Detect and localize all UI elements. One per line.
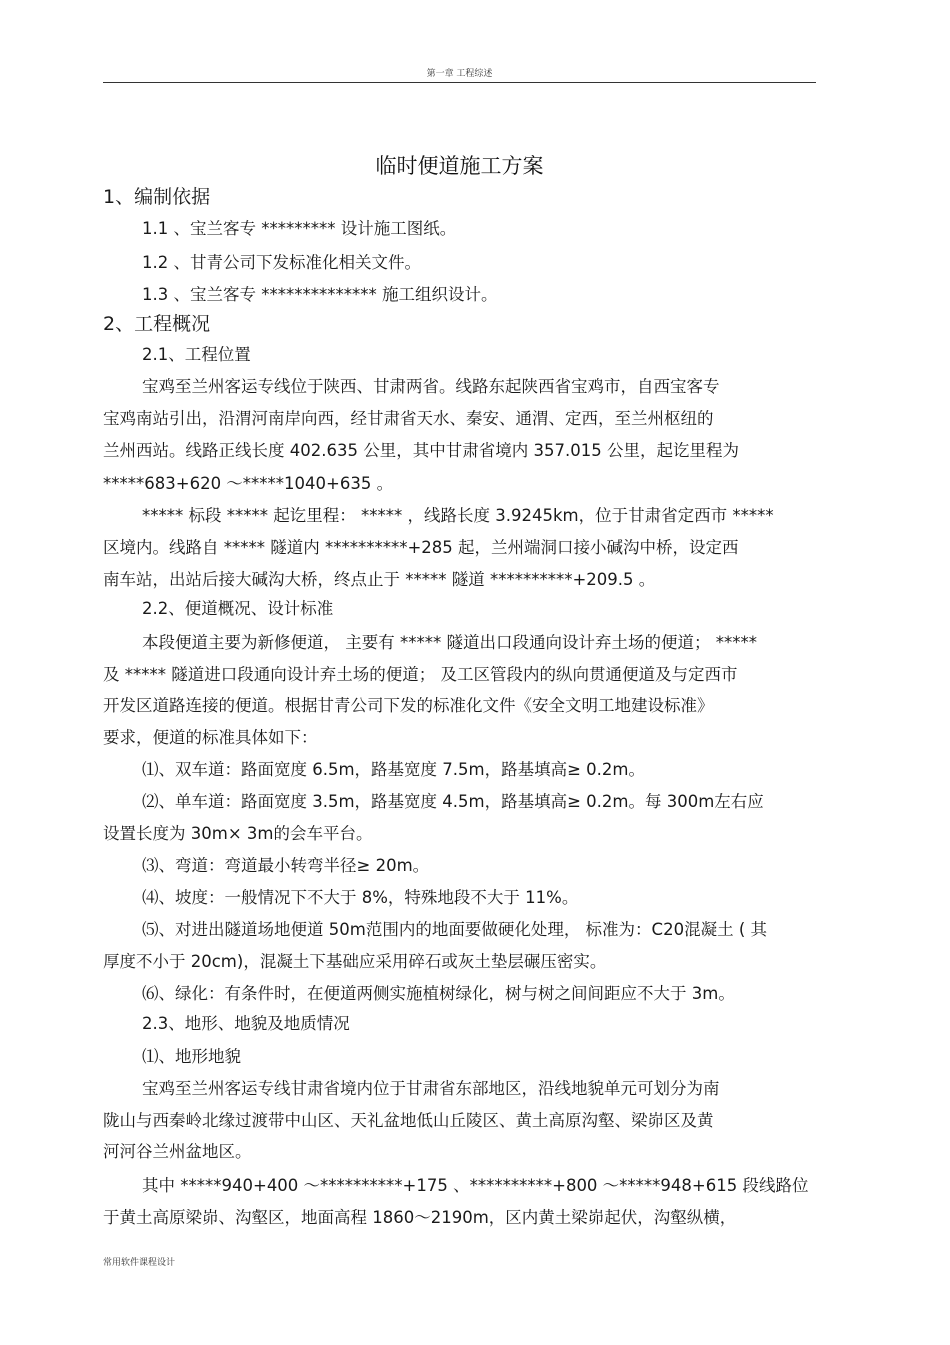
paragraph-line: 宝鸡至兰州客运专线甘肃省境内位于甘肃省东部地区，沿线地貌单元可划分为南 (142, 1079, 720, 1098)
list-item: ⑵、单车道：路面宽度 3.5m，路基宽度 4.5m，路基填高≥ 0.2m。每 300m左右应 (142, 792, 764, 811)
paragraph-line: 河河谷兰州盆地区。 (103, 1142, 252, 1161)
paragraph-line: 设置长度为 30m× 3m的会车平台。 (103, 824, 373, 843)
paragraph-line: 南车站，出站后接大碱沟大桥，终点止于 ***** 隧道 **********+209.5 。 (103, 570, 656, 589)
paragraph-line: ***** 标段 ***** 起讫里程： ***** ，线路长度 3.9245km，位于甘肃省定西市 ***** (142, 506, 774, 525)
list-item: ⑴、地形地貌 (142, 1047, 241, 1066)
subsection-heading: 2.3、地形、地貌及地质情况 (142, 1014, 350, 1033)
page-footer: 常用软件课程设计 (103, 1258, 176, 1268)
paragraph-line: 要求，便道的标准具体如下： (103, 728, 318, 747)
paragraph-line: 宝鸡至兰州客运专线位于陕西、甘肃两省。线路东起陕西省宝鸡市，自西宝客专 (142, 377, 720, 396)
paragraph-line: 于黄土高原梁峁、沟壑区，地面高程 1860～2190m，区内黄土梁峁起伏，沟壑纵横， (103, 1208, 737, 1227)
section-heading-1: 1、编制依据 (103, 186, 211, 208)
paragraph-line: *****683+620 ～*****1040+635 。 (103, 474, 394, 493)
paragraph-line: 1.2 、甘青公司下发标准化相关文件。 (142, 253, 421, 272)
subsection-heading: 2.1、工程位置 (142, 345, 251, 364)
paragraph-line: 其中 *****940+400 ～**********+175 、**********+800 ～*****948+615 段线路位 (142, 1176, 809, 1195)
paragraph-line: 本段便道主要为新修便道， 主要有 ***** 隧道出口段通向设计弃土场的便道； ***** (142, 633, 757, 652)
paragraph-line: 兰州西站。线路正线长度 402.635 公里，其中甘肃省境内 357.015 公里，起讫里程为 (103, 441, 739, 460)
paragraph-line: 陇山与西秦岭北缘过渡带中山区、天礼盆地低山丘陵区、黄土高原沟壑、梁峁区及黄 (103, 1111, 714, 1130)
paragraph-line: 及 ***** 隧道进口段通向设计弃土场的便道； 及工区管段内的纵向贯通便道及与定西市 (103, 665, 738, 684)
list-item: ⑹、绿化：有条件时，在便道两侧实施植树绿化，树与树之间间距应不大于 3m。 (142, 984, 735, 1003)
document-title: 临时便道施工方案 (375, 154, 544, 178)
running-header: 第一章 工程综述 (426, 69, 493, 79)
paragraph-line: 厚度不小于 20cm)，混凝土下基础应采用碎石或灰土垫层碾压密实。 (103, 952, 607, 971)
paragraph-line: 1.3 、宝兰客专 ************** 施工组织设计。 (142, 285, 498, 304)
list-item: ⑷、坡度：一般情况下不大于 8%，特殊地段不大于 11%。 (142, 888, 579, 907)
list-item: ⑶、弯道：弯道最小转弯半径≥ 20m。 (142, 856, 430, 875)
paragraph-line: 开发区道路连接的便道。根据甘青公司下发的标准化文件《安全文明工地建设标准》 (103, 696, 714, 715)
subsection-heading: 2.2、便道概况、设计标准 (142, 599, 334, 618)
section-heading-2: 2、工程概况 (103, 313, 211, 335)
header-divider (103, 82, 816, 83)
list-item: ⑸、对进出隧道场地便道 50m范围内的地面要做硬化处理， 标准为：C20混凝土 ( 其 (142, 920, 768, 939)
list-item: ⑴、双车道：路面宽度 6.5m，路基宽度 7.5m，路基填高≥ 0.2m。 (142, 760, 646, 779)
paragraph-line: 1.1 、宝兰客专 ********* 设计施工图纸。 (142, 219, 457, 238)
paragraph-line: 区境内。线路自 ***** 隧道内 **********+285 起，兰州端洞口接小碱沟中桥，设定西 (103, 538, 739, 557)
paragraph-line: 宝鸡南站引出，沿渭河南岸向西，经甘肃省天水、秦安、通渭、定西，至兰州枢纽的 (103, 409, 714, 428)
